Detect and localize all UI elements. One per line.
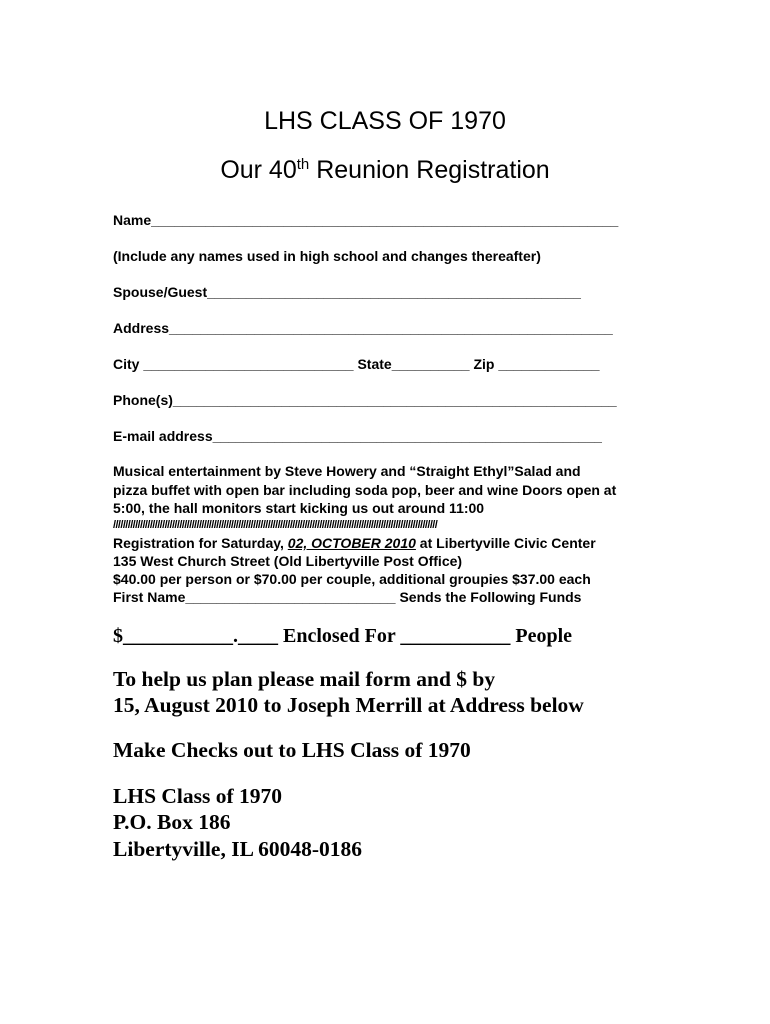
venue-location: 135 West Church Street (Old Libertyville Post Office) <box>113 553 463 569</box>
registration-intro: Registration for Saturday, <box>113 535 288 551</box>
mail-instruction-line-2: 15, August 2010 to Joseph Merrill at Address below <box>113 693 584 717</box>
page-subtitle <box>0 153 770 187</box>
mailing-address-line-3: Libertyville, IL 60048-0186 <box>113 837 363 861</box>
mail-instruction-line-1: To help us plan please mail form and $ by <box>113 667 496 691</box>
registration-venue: at Libertyville Civic Center <box>415 535 596 551</box>
slash-divider: //////////////////////////////////////////////////////////////////////////////////////////////////////////////////////////////////// <box>113 519 438 531</box>
first-name-field[interactable]: First Name___________________________ Sends the Following Funds <box>113 589 582 605</box>
page-title: LHS CLASS OF 1970 <box>264 107 506 135</box>
mailing-address-line-2: P.O. Box 186 <box>113 810 231 834</box>
check-payable-note: Make Checks out to LHS Class of 1970 <box>113 738 471 762</box>
amount-enclosed-field[interactable]: $___________.____ Enclosed For ___________ People <box>113 625 573 647</box>
subtitle-start: Our 40 <box>220 156 297 184</box>
pricing-line: $40.00 per person or $70.00 per couple, additional groupies $37.00 each <box>113 571 591 587</box>
phone-field[interactable]: Phone(s)_________________________________________________________ <box>113 392 617 408</box>
event-description-line-1: Musical entertainment by Steve Howery and “Straight Ethyl”Salad and <box>113 463 581 479</box>
email-field[interactable]: E-mail address__________________________________________________ <box>113 428 602 444</box>
subtitle-superscript: th <box>296 156 310 173</box>
event-description-line-2: pizza buffet with open bar including soda pop, beer and wine Doors open at <box>113 482 617 498</box>
event-date: 02, OCTOBER 2010 <box>287 535 416 551</box>
spouse-guest-field[interactable]: Spouse/Guest________________________________________________ <box>113 284 581 300</box>
event-description-line-3: 5:00, the hall monitors start kicking us out around 11:00 <box>113 500 485 516</box>
subtitle-end: Reunion Registration <box>309 156 550 184</box>
name-note: (Include any names used in high school and changes thereafter) <box>113 248 541 264</box>
address-field[interactable]: Address_________________________________________________________ <box>113 320 613 336</box>
city-state-zip-field[interactable]: City ___________________________ State__________ Zip _____________ <box>113 356 600 372</box>
registration-date-line <box>113 534 596 552</box>
name-field[interactable]: Name____________________________________________________________ <box>113 212 619 228</box>
mailing-address-line-1: LHS Class of 1970 <box>113 784 283 808</box>
